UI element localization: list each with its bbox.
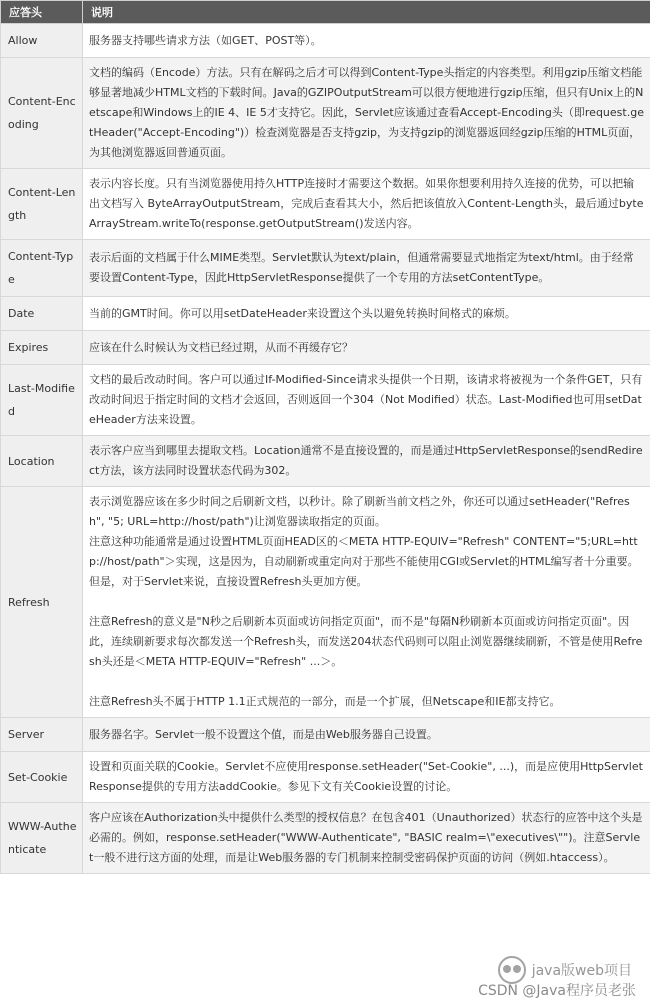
table-header-row <box>1 1 650 24</box>
table-row <box>1 752 650 803</box>
table-row <box>1 436 650 487</box>
description-text: 注意Refresh的意义是"N秒之后刷新本页面或访问指定页面"，而不是"每隔N秒刷新本页面或访问指定页面"。因此，连续刷新要求每次都发送一个Refresh头，而发送204状态代码则可以阻止浏览器继续刷新，不管是使用Refresh头还是＜META HTTP-EQUIV="Refresh" ...＞。 <box>89 615 643 668</box>
header-description-cell <box>83 752 650 803</box>
header-description-cell <box>83 58 650 169</box>
table-row <box>1 58 650 169</box>
header-description-cell <box>83 240 650 297</box>
table-row <box>1 803 650 874</box>
header-description-cell <box>83 365 650 436</box>
paragraph-gap <box>89 672 644 692</box>
description-text: 文档的最后改动时间。客户可以通过If-Modified-Since请求头提供一个日期，该请求将被视为一个条件GET，只有改动时间迟于指定时间的文档才会返回，否则返回一个304（Not Modified）状态。Last-Modified也可用setDateHeader方法来设置。 <box>89 373 643 426</box>
description-text: 应该在什么时候认为文档已经过期，从而不再缓存它？ <box>89 340 353 354</box>
table-row <box>1 169 650 240</box>
description-text: 表示浏览器应该在多少时间之后刷新文档，以秒计。除了刷新当前文档之外，你还可以通过setHeader("Refresh", "5; URL=http://host/path")让浏览器读取指定的页面。 <box>89 495 630 528</box>
header-name-cell: Refresh <box>1 487 83 718</box>
table-row <box>1 240 650 297</box>
header-name-cell: Location <box>1 436 83 487</box>
watermark-account: java版web项目 <box>531 963 632 979</box>
description-text: 表示后面的文档属于什么MIME类型。Servlet默认为text/plain，但通常需要显式地指定为text/html。由于经常要设置Content-Type，因此HttpServletResponse提供了一个专用的方法setContentType。 <box>89 251 634 284</box>
column-header-description: 说明 <box>83 1 650 24</box>
description-text: 设置和页面关联的Cookie。Servlet不应使用response.setHeader("Set-Cookie", ...)，而是应使用HttpServletResponse提供的专用方法addCookie。参见下文有关Cookie设置的讨论。 <box>89 760 643 793</box>
table-row <box>1 487 650 718</box>
header-description-cell <box>83 24 650 58</box>
table-body <box>1 24 650 874</box>
description-text: 客户应该在Authorization头中提供什么类型的授权信息？在包含401（Unauthorized）状态行的应答中这个头是必需的。例如，response.setHeader("WWW-Authenticate", "BASIC realm=\"executives\"")。注意Servlet一般不进行这方面的处理，而是让Web服务器的专门机制来控制受密码保护页面的访问（例如.htaccess）。 <box>89 811 643 864</box>
description-text: 表示内容长度。只有当浏览器使用持久HTTP连接时才需要这个数据。如果你想要利用持久连接的优势，可以把输出文档写入 ByteArrayOutputStream，完成后查看其大小，然后把该值放入Content-Length头，最后通过byteArrayStream.writeTo(response.getOutputStream()发送内容。 <box>89 177 644 230</box>
header-description-cell <box>83 331 650 365</box>
table-row <box>1 24 650 58</box>
header-description-cell <box>83 297 650 331</box>
description-text: 注意Refresh头不属于HTTP 1.1正式规范的一部分，而是一个扩展，但Netscape和IE都支持它。 <box>89 695 561 708</box>
header-description-cell <box>83 169 650 240</box>
table-row <box>1 718 650 752</box>
header-name-cell: WWW-Authenticate <box>1 803 83 874</box>
description-text: 服务器支持哪些请求方法（如GET、POST等）。 <box>89 33 322 47</box>
paragraph-gap <box>89 592 644 612</box>
header-description-cell <box>83 487 650 718</box>
header-name-cell: Content-Type <box>1 240 83 297</box>
header-description-cell <box>83 803 650 874</box>
description-text: 注意这种功能通常是通过设置HTML页面HEAD区的＜META HTTP-EQUIV="Refresh" CONTENT="5;URL=http://host/path"＞实现，这是因为，自动刷新或重定向对于那些不能使用CGI或Servlet的HTML编写者十分重要。但是，对于Servlet来说，直接设置Refresh头更加方便。 <box>89 535 639 588</box>
csdn-footer: CSDN @Java程序员老张 <box>478 983 636 999</box>
header-description-cell <box>83 718 650 752</box>
table-row <box>1 365 650 436</box>
description-text: 文档的编码（Encode）方法。只有在解码之后才可以得到Content-Type头指定的内容类型。利用gzip压缩文档能够显著地减少HTML文档的下载时间。Java的GZIPOutputStream可以很方便地进行gzip压缩，但只有Unix上的Netscape和Windows上的IE 4、IE 5才支持它。因此，Servlet应该通过查看Accept-Encoding头（即request.getHeader("Accept-Encoding")）检查浏览器是否支持gzip，为支持gzip的浏览器返回经gzip压缩的HTML页面，为其他浏览器返回普通页面。 <box>89 66 644 159</box>
header-name-cell: Server <box>1 718 83 752</box>
table-row <box>1 297 650 331</box>
header-name-cell: Content-Encoding <box>1 58 83 169</box>
header-name-cell: Set-Cookie <box>1 752 83 803</box>
column-header-name: 应答头 <box>1 1 83 24</box>
header-name-cell: Expires <box>1 331 83 365</box>
header-name-cell: Allow <box>1 24 83 58</box>
header-name-cell: Date <box>1 297 83 331</box>
description-text: 当前的GMT时间。你可以用setDateHeader来设置这个头以避免转换时间格式的麻烦。 <box>89 306 516 320</box>
table-row <box>1 331 650 365</box>
header-description-cell <box>83 436 650 487</box>
description-text: 服务器名字。Servlet一般不设置这个值，而是由Web服务器自己设置。 <box>89 727 438 741</box>
description-text: 表示客户应当到哪里去提取文档。Location通常不是直接设置的，而是通过HttpServletResponse的sendRedirect方法，该方法同时设置状态代码为302。 <box>89 444 643 477</box>
header-name-cell: Content-Length <box>1 169 83 240</box>
header-name-cell: Last-Modified <box>1 365 83 436</box>
